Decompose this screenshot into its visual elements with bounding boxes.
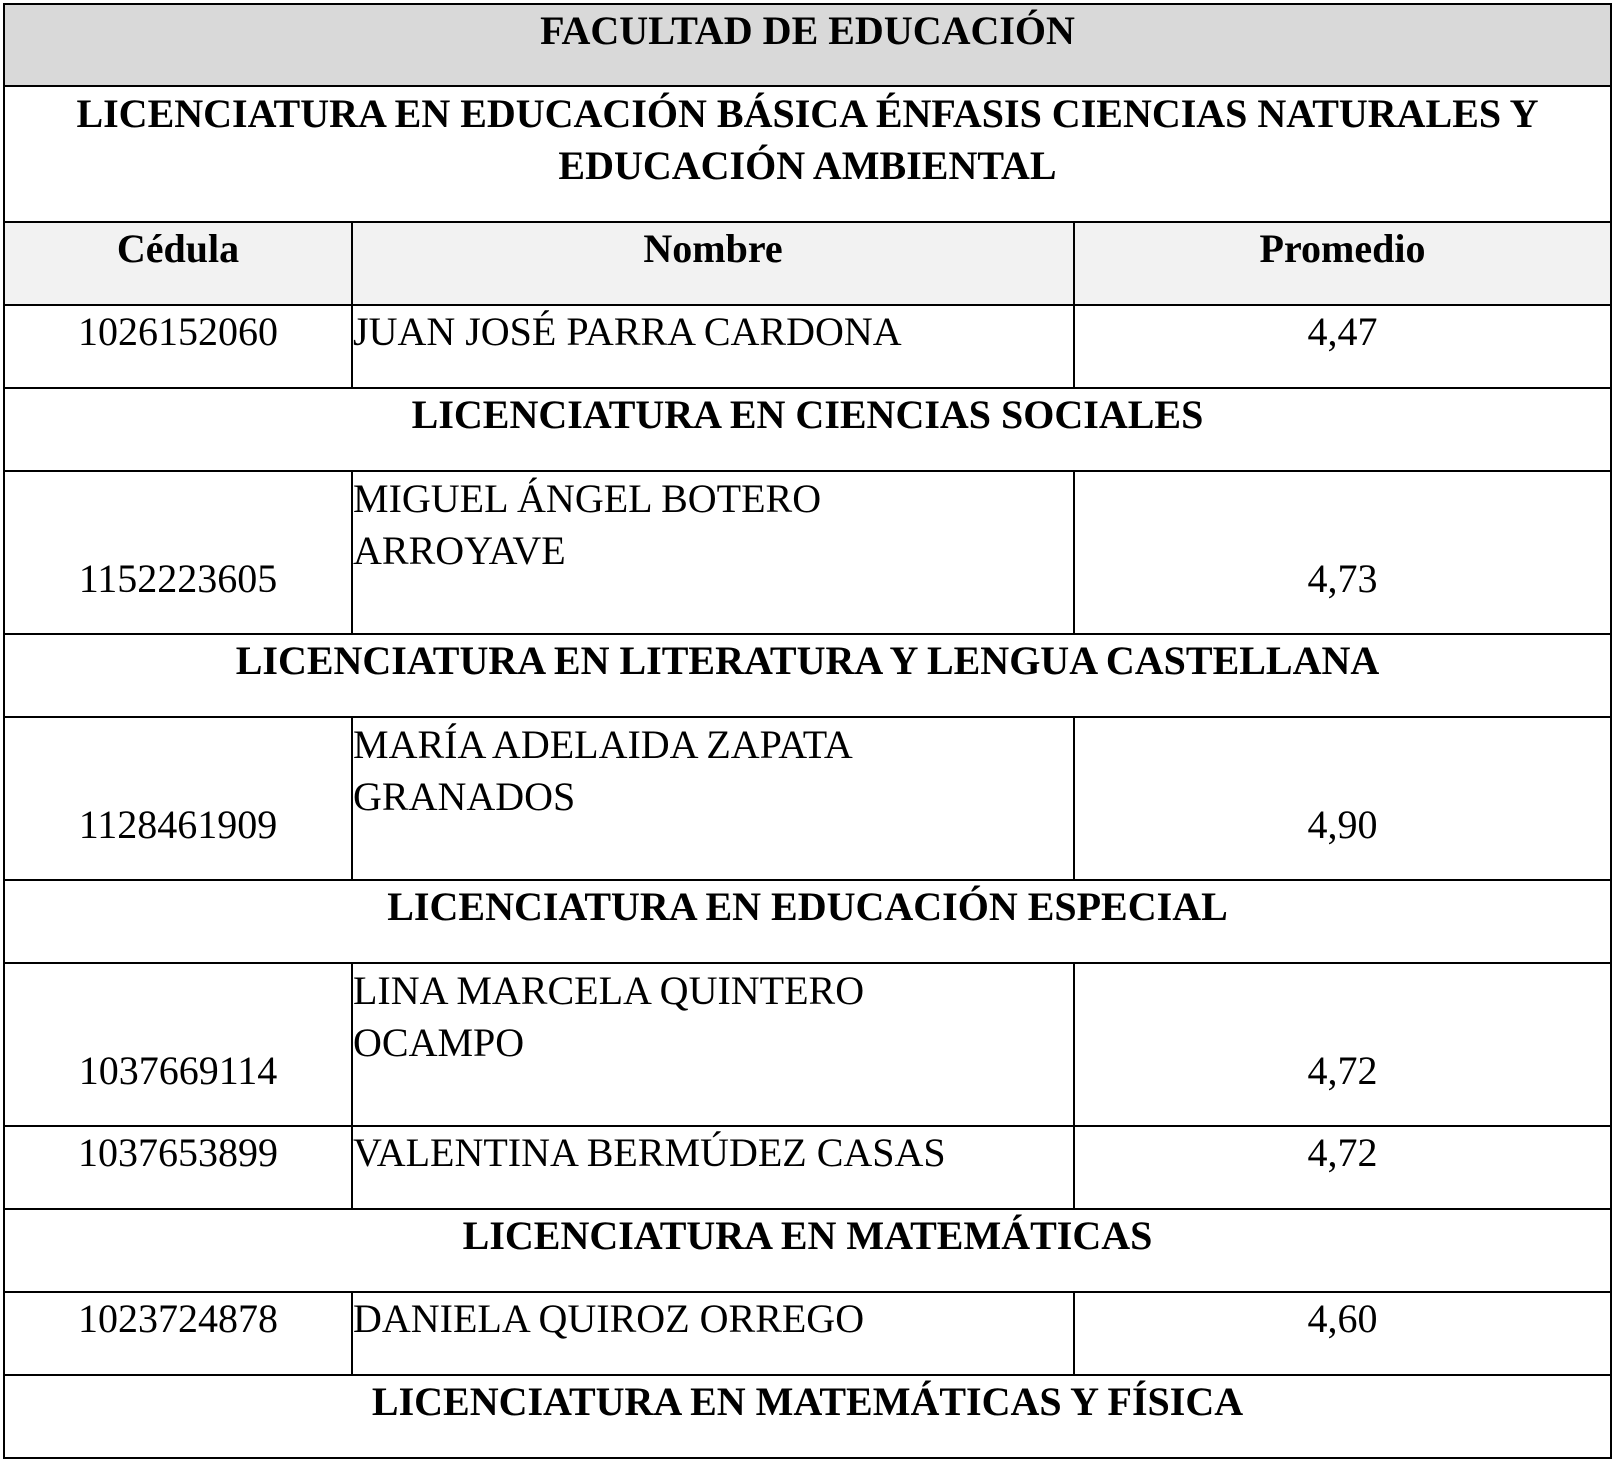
nombre-line: LINA MARCELA QUINTERO [353,968,865,1013]
promedio-cell: 4,72 [1074,1126,1611,1209]
faculty-title: FACULTAD DE EDUCACIÓN [4,4,1611,86]
table-row [4,717,1611,880]
nombre-line: MIGUEL ÁNGEL BOTERO [353,476,822,521]
nombre-line: VALENTINA BERMÚDEZ CASAS [353,1130,946,1175]
cedula-cell: 1023724878 [4,1292,352,1375]
column-header-row [4,222,1611,305]
nombre-cell [352,305,1074,388]
column-header-cedula: Cédula [4,222,352,305]
program-row [4,634,1611,717]
program-title: LICENCIATURA EN MATEMÁTICAS [4,1209,1611,1292]
promedio-cell: 4,73 [1074,471,1611,634]
program-title: LICENCIATURA EN MATEMÁTICAS Y FÍSICA [4,1375,1611,1458]
promedio-cell: 4,47 [1074,305,1611,388]
table-row [4,471,1611,634]
program-title: LICENCIATURA EN CIENCIAS SOCIALES [4,388,1611,471]
column-header-promedio: Promedio [1074,222,1611,305]
nombre-line: JUAN JOSÉ PARRA CARDONA [353,309,902,354]
nombre-cell [352,1126,1074,1209]
column-header-nombre: Nombre [352,222,1074,305]
nombre-line: OCAMPO [353,1020,525,1065]
program-row [4,86,1611,222]
nombre-cell [352,717,1074,880]
cedula-cell: 1128461909 [4,717,352,880]
nombre-line: GRANADOS [353,774,576,819]
program-title: LICENCIATURA EN EDUCACIÓN ESPECIAL [4,880,1611,963]
promedio-cell: 4,72 [1074,963,1611,1126]
cedula-cell: 1037653899 [4,1126,352,1209]
cedula-cell: 1026152060 [4,305,352,388]
program-row [4,388,1611,471]
program-title: LICENCIATURA EN LITERATURA Y LENGUA CASTELLANA [4,634,1611,717]
faculty-header-row [4,4,1611,86]
table-row [4,963,1611,1126]
nombre-line: DANIELA QUIROZ ORREGO [353,1296,865,1341]
promedio-cell: 4,90 [1074,717,1611,880]
cedula-cell: 1037669114 [4,963,352,1126]
table-row [4,1126,1611,1209]
nombre-line: ARROYAVE [353,528,566,573]
program-row [4,1209,1611,1292]
promedio-cell: 4,60 [1074,1292,1611,1375]
program-row [4,1375,1611,1458]
program-title: LICENCIATURA EN EDUCACIÓN BÁSICA ÉNFASIS CIENCIAS NATURALES Y EDUCACIÓN AMBIENTAL [4,86,1611,222]
nombre-line: MARÍA ADELAIDA ZAPATA [353,722,853,767]
program-row [4,880,1611,963]
nombre-cell [352,471,1074,634]
table-row [4,305,1611,388]
cedula-cell: 1152223605 [4,471,352,634]
nombre-cell [352,963,1074,1126]
nombre-cell [352,1292,1074,1375]
table-row [4,1292,1611,1375]
honors-table [3,3,1612,1459]
